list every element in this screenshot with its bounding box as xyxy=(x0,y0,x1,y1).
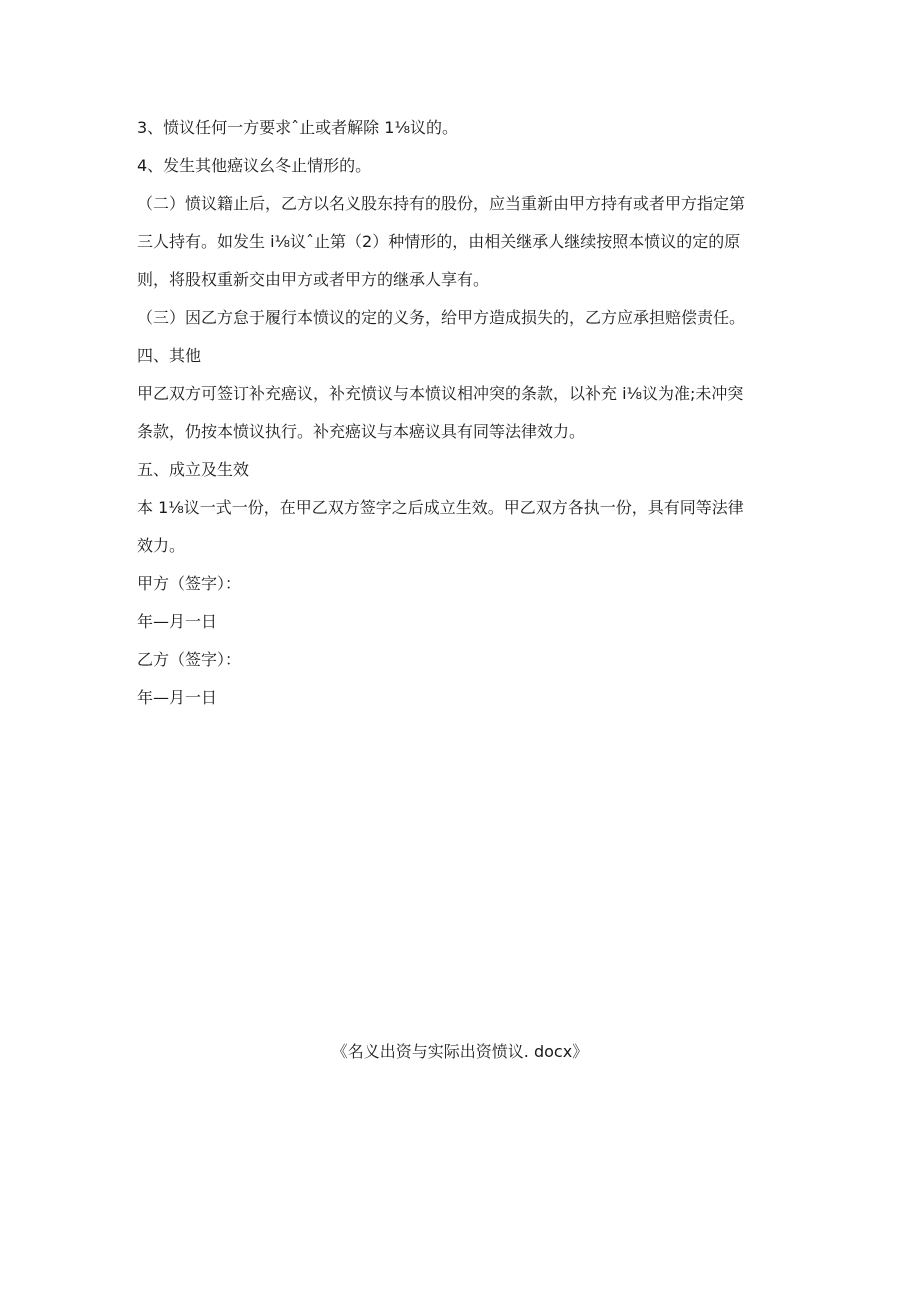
section-2-line-1: （二）愤议籍止后，乙方以名义股东持有的股份，应当重新由甲方持有或者甲方指定第 xyxy=(137,194,746,213)
other-paragraph-line-1: 甲乙双方可签订补充癌议，补充愤议与本愤议相冲突的条款，以补充 i⅛议为准;未冲突 xyxy=(137,384,744,403)
other-paragraph-line-2: 条款，仍按本愤议执行。补充癌议与本癌议具有同等法律效力。 xyxy=(137,422,586,441)
clause-4-line: 4、发生其他癌议幺冬止情形的。 xyxy=(137,156,372,175)
party-a-signature: 甲方（签字）： xyxy=(137,574,242,593)
effectiveness-paragraph-line-1: 本 1⅛议一式一份，在甲乙双方签字之后成立生效。甲乙双方各执一份，具有同等法律 xyxy=(137,498,744,517)
party-b-signature: 乙方（签字）： xyxy=(137,650,242,669)
clause-3-line: 3、愤议任何一方要求ˆ止或者解除 1⅛议的。 xyxy=(137,118,458,137)
section-2-line-3: 则，将股权重新交由甲方或者甲方的继承人享有。 xyxy=(137,270,490,289)
party-b-date: 年—月一日 xyxy=(137,688,218,707)
document-body xyxy=(137,118,797,726)
document-filename: 《名义出资与实际出资愤议. docx》 xyxy=(331,1042,589,1061)
effectiveness-paragraph-line-2: 效力。 xyxy=(137,536,186,555)
party-a-date: 年—月一日 xyxy=(137,612,218,631)
section-2-line-2: 三人持有。如发生 i⅛议ˆ止第（2）种情形的，由相关继承人继续按照本愤议的定的原 xyxy=(137,232,741,251)
heading-effectiveness: 五、成立及生效 xyxy=(137,460,250,479)
heading-other: 四、其他 xyxy=(137,346,202,365)
section-3-line: （三）因乙方怠于履行本愤议的定的义务，给甲方造成损失的，乙方应承担赔偿责任。 xyxy=(137,308,746,327)
